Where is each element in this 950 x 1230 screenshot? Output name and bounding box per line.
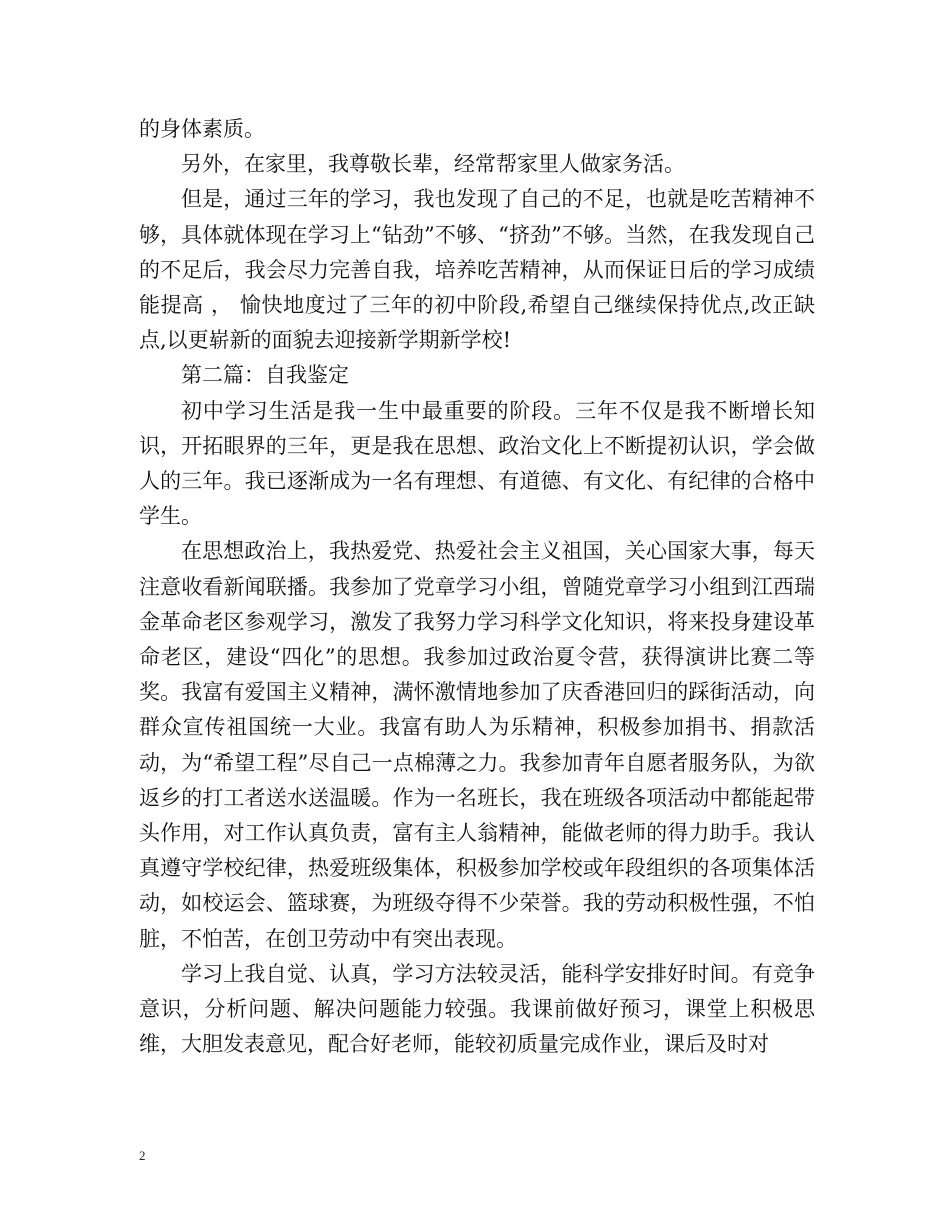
page-number: 2 bbox=[139, 1148, 146, 1163]
paragraph-family: 另外，在家里，我尊敬长辈，经常帮家里人做家务活。 bbox=[181, 152, 685, 177]
paragraph-shortcomings: 但是，通过三年的学习，我也发现了自己的不足，也就是吃苦精神不够，具体就体现在学习上“钻劲”不够、“挤劲”不够。当然，在我发现自己的不足后，我会尽力完善自我，培养吃苦精神，从而保证日后的学习成绩能提高 ， 愉快地度过了三年的初中阶段,希望自己继续保持优点,改正缺点,以更崭新的面貌去迎接新学期新学校! bbox=[139, 187, 815, 353]
body-text bbox=[139, 112, 815, 1062]
paragraph-study: 学习上我自觉、认真，学习方法较灵活，能科学安排好时间。有竞争意识，分析问题、解决问题能力较强。我课前做好预习，课堂上积极思维，大胆发表意见，配合好老师，能较初质量完成作业，课后及时对 bbox=[139, 961, 815, 1057]
paragraph-continuation: 的身体素质。 bbox=[139, 117, 265, 141]
section-heading: 第二篇：自我鉴定 bbox=[181, 363, 349, 388]
paragraph-intro: 初中学习生活是我一生中最重要的阶段。三年不仅是我不断增长知识，开拓眼界的三年，更是我在思想、政治文化上不断提初认识，学会做人的三年。我已逐渐成为一名有理想、有道德、有文化、有纪律的合格中学生。 bbox=[139, 398, 815, 529]
paragraph-politics: 在思想政治上，我热爱党、热爱社会主义祖国，关心国家大事，每天注意收看新闻联播。我参加了党章学习小组，曾随党章学习小组到江西瑞金革命老区参观学习，激发了我努力学习科学文化知识，将来投身建设革命老区，建设“四化”的思想。我参加过政治夏令营，获得演讲比赛二等奖。我富有爱国主义精神，满怀激情地参加了庆香港回归的踩街活动，向群众宣传祖国统一大业。我富有助人为乐精神，积极参加捐书、捐款活动，为“希望工程”尽自己一点棉薄之力。我参加青年自愿者服务队，为欲返乡的打工者送水送温暖。作为一名班长，我在班级各项活动中都能起带头作用，对工作认真负责，富有主人翁精神，能做老师的得力助手。我认真遵守学校纪律，热爱班级集体，积极参加学校或年段组织的各项集体活动，如校运会、篮球赛，为班级夺得不少荣誉。我的劳动积极性强，不怕脏，不怕苦，在创卫劳动中有突出表现。 bbox=[139, 539, 815, 951]
